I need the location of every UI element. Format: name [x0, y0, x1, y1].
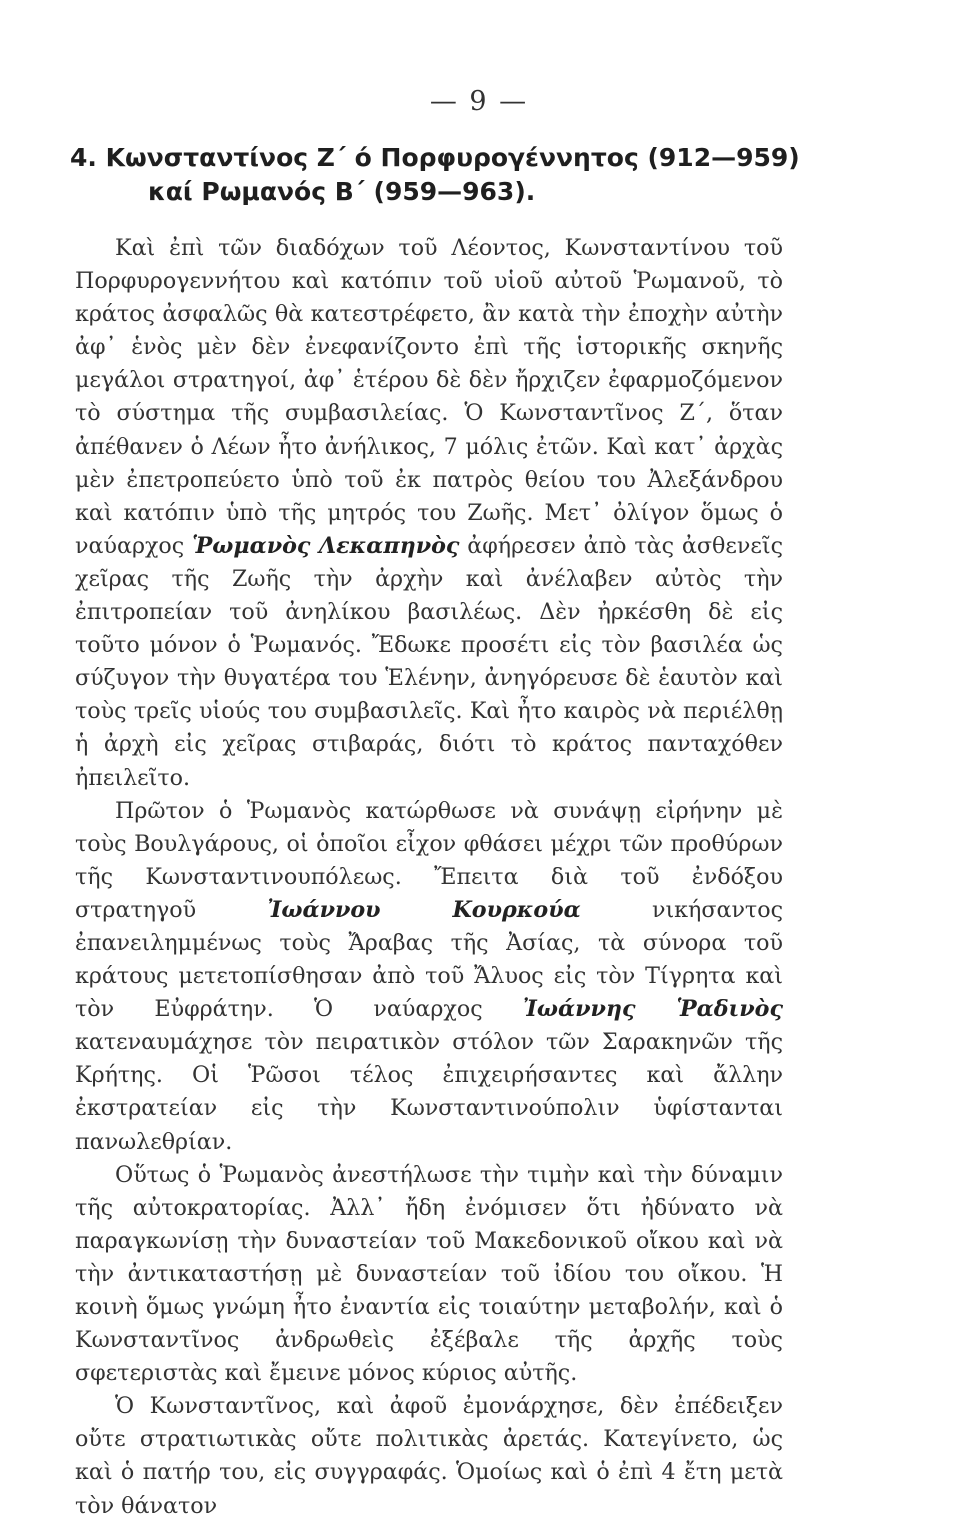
- person-name: Ἰωάννης Ῥαδινὸς: [522, 996, 783, 1023]
- chapter-heading-line-2: καί Ρωμανός Β΄ (959—963).: [148, 177, 536, 206]
- text-run: Ὁ Κωνσταντῖνος, καὶ ἀφοῦ ἐμονάρχησε, δὲν ἐπέδειξεν οὔτε στρατιωτικὰς οὔτε πολιτικὰς ἀρετάς. Κατεγίνετο, ὡς καὶ ὁ πατήρ του, εἰς συγγραφάς. Ὁμοίως καὶ ὁ ἐπὶ 4 ἔτη μετὰ τὸν θάνατον: [75, 1393, 783, 1519]
- text-run: κατεναυμάχησε τὸν πειρατικὸν στόλον τῶν Σαρακηνῶν τῆς Κρήτης. Οἱ Ῥῶσοι τέλος ἐπιχειρήσαντες καὶ ἄλλην ἐκστρατείαν εἰς τὴν Κωνσταντινούπολιν ὑφίστανται πανωλεθρίαν.: [75, 1029, 783, 1155]
- person-name: Ἰωάννου Κουρκούα: [267, 896, 581, 923]
- text-run: Πρῶτον ὁ Ῥωμανὸς κατώρθωσε νὰ συνάψῃ εἰρήνην μὲ τοὺς Βουλγάρους, οἱ ὁποῖοι εἶχον φθάσει μέχρι τῶν προθύρων τῆς Κωνσταντινουπόλεως. Ἔπειτα διὰ τοῦ ἐνδόξου στρατηγοῦ: [75, 797, 783, 923]
- text-run: ἀφήρεσεν ἀπὸ τὰς ἀσθενεῖς χεῖρας τῆς Ζωῆς τὴν ἀρχὴν καὶ ἀνέλαβεν αὐτὸς τὴν ἐπιτροπείαν τοῦ ἀνηλίκου βασιλέως. Δὲν ἠρκέσθη δὲ εἰς τοῦτο μόνον ὁ Ῥωμανός. Ἔδωκε προσέτι εἰς τὸν βασιλέα ὡς σύζυγον τὴν θυγατέρα του Ἑλένην, ἀνηγόρευσε δὲ ἑαυτὸν καὶ τοὺς τρεῖς υἱούς του συμβασιλεῖς. Καὶ ἦτο καιρὸς νὰ περιέλθῃ ἡ ἀρχὴ εἰς χεῖρας στιβαράς, διότι τὸ κράτος πανταχόθεν ἠπειλεῖτο.: [75, 532, 783, 791]
- paragraph-3: [75, 1159, 783, 1391]
- text-run: Οὕτως ὁ Ῥωμανὸς ἀνεστήλωσε τὴν τιμὴν καὶ τὴν δύναμιν τῆς αὐτοκρατορίας. Ἀλλ᾿ ἤδη ἐνόμισεν ὅτι ἠδύνατο νὰ παραγκωνίσῃ τὴν δυναστείαν τοῦ Μακεδονικοῦ οἴκου καὶ νὰ τὴν ἀντικαταστήσῃ μὲ δυναστείαν τοῦ ἰδίου του οἴκου. Ἡ κοινὴ ὅμως γνώμη ἦτο ἐναντία εἰς τοιαύτην μεταβολήν, καὶ ὁ Κωνσταντῖνος ἀνδρωθεὶς ἐξέβαλε τῆς ἀρχῆς τοὺς σφετεριστὰς καὶ ἔμεινε μόνος κύριος αὐτῆς.: [75, 1161, 783, 1387]
- page-number: — 9 —: [429, 86, 529, 117]
- person-name: Ῥωμανὸς Λεκαπηνὸς: [192, 532, 460, 559]
- paragraph-4: [75, 1390, 783, 1522]
- body-text: [75, 232, 783, 1523]
- text-run: Καὶ ἐπὶ τῶν διαδόχων τοῦ Λέοντος, Κωνσταντίνου τοῦ Πορφυρογεννήτου καὶ κατόπιν τοῦ υἱοῦ αὐτοῦ Ῥωμανοῦ, τὸ κράτος ἀσφαλῶς θὰ κατεστρέφετο, ἂν κατὰ τὴν ἐποχὴν αὐτὴν ἀφ᾿ ἑνὸς μὲν δὲν ἐνεφανίζοντο ἐπὶ τῆς ἱστορικῆς σκηνῆς μεγάλοι στρατηγοί, ἀφ᾿ ἑτέρου δὲ δὲν ἤρχιζεν ἐφαρμοζόμενον τὸ σύστημα τῆς συμβασιλείας. Ὁ Κωνσταντῖνος Ζ΄, ὅταν ἀπέθανεν ὁ Λέων ἦτο ἀνήλικος, 7 μόλις ἐτῶν. Καὶ κατ᾿ ἀρχὰς μὲν ἐπετροπεύετο ὑπὸ τοῦ ἐκ πατρὸς θείου του Ἀλεξάνδρου καὶ κατόπιν ὑπὸ τῆς μητρός του Ζωῆς. Μετ᾿ ὀλίγον ὅμως ὁ ναύαρχος: [75, 235, 783, 559]
- chapter-heading-line-1: 4. Κωνσταντίνος Ζ΄ ό Πορφυρογέννητος (912—959): [70, 143, 800, 172]
- paragraph-1: [75, 232, 783, 795]
- paragraph-2: [75, 795, 783, 1159]
- text-run: νικήσαντος ἐπανειλημμένως τοὺς Ἄραβας τῆς Ἀσίας, τὰ σύνορα τοῦ κράτους μετετοπίσθησαν ἀπὸ τοῦ Ἄλυος εἰς τὸν Τίγρητα καὶ τὸν Εὐφράτην. Ὁ ναύαρχος: [75, 896, 783, 1023]
